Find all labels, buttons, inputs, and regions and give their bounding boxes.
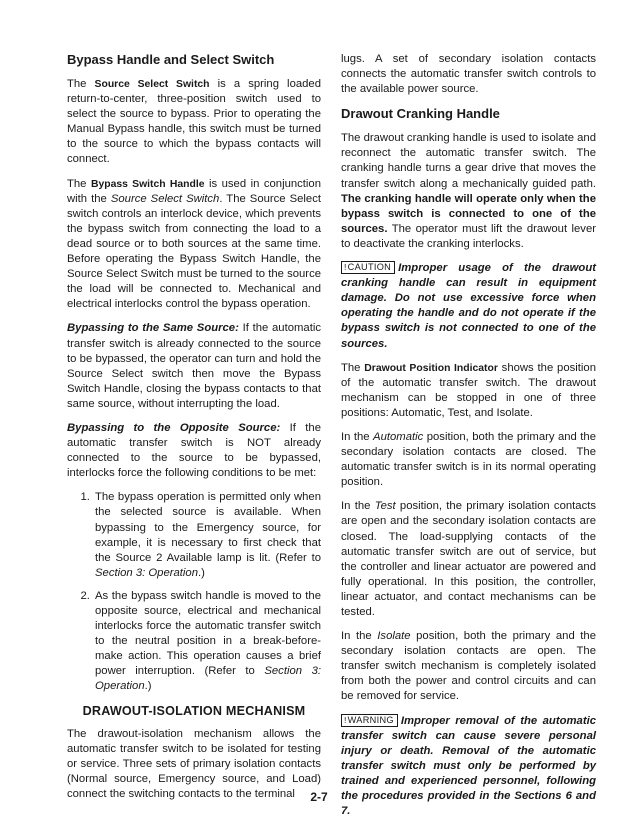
- text: position, the primary isolation contacts are open and the secondary isolation contacts are closed. The load-supplying contacts of the automatic transfer switch are out of service, but the controller and linear actuator are powered and fully operational. In this position, the controller, linear actuator, and contact mechanisms can be tested.: [341, 500, 597, 618]
- text: If the automatic transfer switch is already connected to the source to be bypassed, the operator can turn and hold the Source Select switch then move the Bypass Switch Handle, closing the bypass contacts to that same source, without interrupting the load.: [67, 322, 322, 410]
- text: As the bypass switch handle is moved to the opposite source, electrical and mechanical interlocks force the automatic transfer switch to the neutral position in a break-before-make action. This operation causes a brief power interruption. (Refer to: [95, 589, 321, 678]
- heading-bypass-handle: Bypass Handle and Select Switch: [67, 52, 275, 67]
- warning-label: WARNING: [347, 714, 394, 725]
- page-number: 2-7: [310, 790, 328, 804]
- caution-notice: [341, 261, 596, 352]
- paragraph-test-position: [341, 499, 596, 620]
- text: If the automatic transfer switch is NOT already connected to the source to be bypassed, interlocks force the following conditions to be met:: [67, 421, 321, 480]
- warning-triangle-icon: !: [344, 714, 347, 725]
- text: In the: [341, 500, 375, 513]
- text: shows the position of the automatic transfer switch. The drawout mechanism can be stopped in one of three positions: Automatic, Test, and Isolate.: [341, 361, 596, 419]
- caution-badge: [341, 261, 395, 274]
- term-drawout-position-indicator: Drawout Position Indicator: [364, 362, 498, 374]
- text: The operator must lift the drawout lever to deactivate the cranking interlocks.: [341, 222, 596, 250]
- paragraph-continued: lugs. A set of secondary isolation contacts connects the automatic transfer switch controls to the available power source.: [341, 53, 596, 96]
- paragraph-drawout-isolation: The drawout-isolation mechanism allows the automatic transfer switch to be isolated for testing or service. Three sets of primary isolation contacts (Normal source, Emergency source, and Load) connect the switching contacts to the terminal: [67, 727, 321, 801]
- paragraph-same-source: [67, 321, 321, 412]
- paragraph-source-select: [67, 77, 321, 168]
- paragraph-opposite-source: [67, 421, 321, 481]
- warning-triangle-icon: !: [344, 262, 347, 273]
- right-column: [341, 52, 596, 828]
- text: The bypass operation is permitted only when the selected source is available. When bypassing to the Emergency source, for example, it is necessary to first check that the Source 2 Available lamp is lit. (Refer to: [95, 491, 321, 564]
- text: .): [144, 680, 152, 693]
- text: .): [198, 566, 205, 579]
- text: position, both the primary and the secondary isolation contacts are open. The transfer switch mechanism is completely isolated from both the power and control circuits and can be removed for service.: [341, 630, 597, 703]
- warning-badge: [341, 714, 398, 727]
- paragraph-cranking-handle: [341, 131, 596, 252]
- text: In the: [341, 630, 378, 643]
- term-isolate: Isolate: [377, 630, 411, 643]
- lead-in-same-source: Bypassing to the Same Source:: [67, 322, 239, 335]
- paragraph-automatic-position: [341, 430, 596, 490]
- paragraph-bypass-switch-handle: [67, 177, 321, 313]
- paragraph-isolate-position: [341, 629, 596, 704]
- text: The: [67, 78, 95, 90]
- term-test: Test: [374, 500, 396, 513]
- term-bypass-switch-handle: Bypass Switch Handle: [90, 178, 205, 190]
- text: position, both the primary and the secondary isolation contacts are closed. The automatic transfer switch is in its normal operating position.: [341, 430, 597, 489]
- term-source-select-switch: Source Select Switch: [94, 79, 210, 90]
- paragraph-position-indicator: [341, 361, 596, 421]
- text: The: [67, 177, 91, 190]
- lead-in-opposite-source: Bypassing to the Opposite Source:: [67, 421, 281, 434]
- text: The drawout cranking handle is used to isolate and reconnect the automatic transfer switch. The cranking handle turns a gear drive that moves the transfer switch along a mechanically guided path.: [341, 132, 596, 190]
- text: is a spring loaded return-to-center, three-position switch used to select the source to bypass. Prior to operating the Manual Bypass handle, this switch must be turned to the source to which the bypass contacts will connect.: [67, 78, 321, 166]
- heading-drawout-isolation: DRAWOUT-ISOLATION MECHANISM: [82, 703, 306, 718]
- section-reference: Section 3: Operation: [95, 566, 198, 579]
- term-source-select-switch: Source Select Switch: [110, 192, 220, 205]
- caution-text: Improper usage of the drawout cranking handle can result in equipment damage. Do not use excessive force when operating the handle and do not operate if the bypass switch is not connected to one of the sources.: [341, 262, 596, 350]
- warning-text: Improper removal of the automatic transfer switch can cause severe personal injury or death. Removal of the automatic transfer switch must only be performed by trained and experienced personnel, following the procedures provided in the Sections 6 and 7.: [341, 714, 596, 818]
- list-item: [93, 589, 321, 695]
- heading-cranking-handle: Drawout Cranking Handle: [341, 106, 500, 122]
- caution-label: CAUTION: [347, 262, 392, 273]
- emphasis-interlock: The cranking handle will operate only when the bypass switch is connected to one of the sources.: [341, 192, 596, 235]
- term-automatic: Automatic: [373, 430, 424, 443]
- text: In the: [341, 430, 374, 443]
- conditions-list: [67, 490, 321, 694]
- left-column: [67, 52, 321, 811]
- text: The: [341, 361, 365, 374]
- section-reference: Section 3: Operation: [95, 665, 321, 693]
- text: . The Source Select switch controls an interlock device, which prevents the bypass switch from connecting the load to a dead source or to both sources at the same time. Before operating the Bypass Switch Handle, the Source Select Switch must be turned to the source the load will be connected to. Mechanical and electrical interlocks control the bypass operation.: [67, 192, 322, 311]
- list-item: [93, 490, 321, 581]
- text: is used in conjunction with the: [67, 177, 322, 205]
